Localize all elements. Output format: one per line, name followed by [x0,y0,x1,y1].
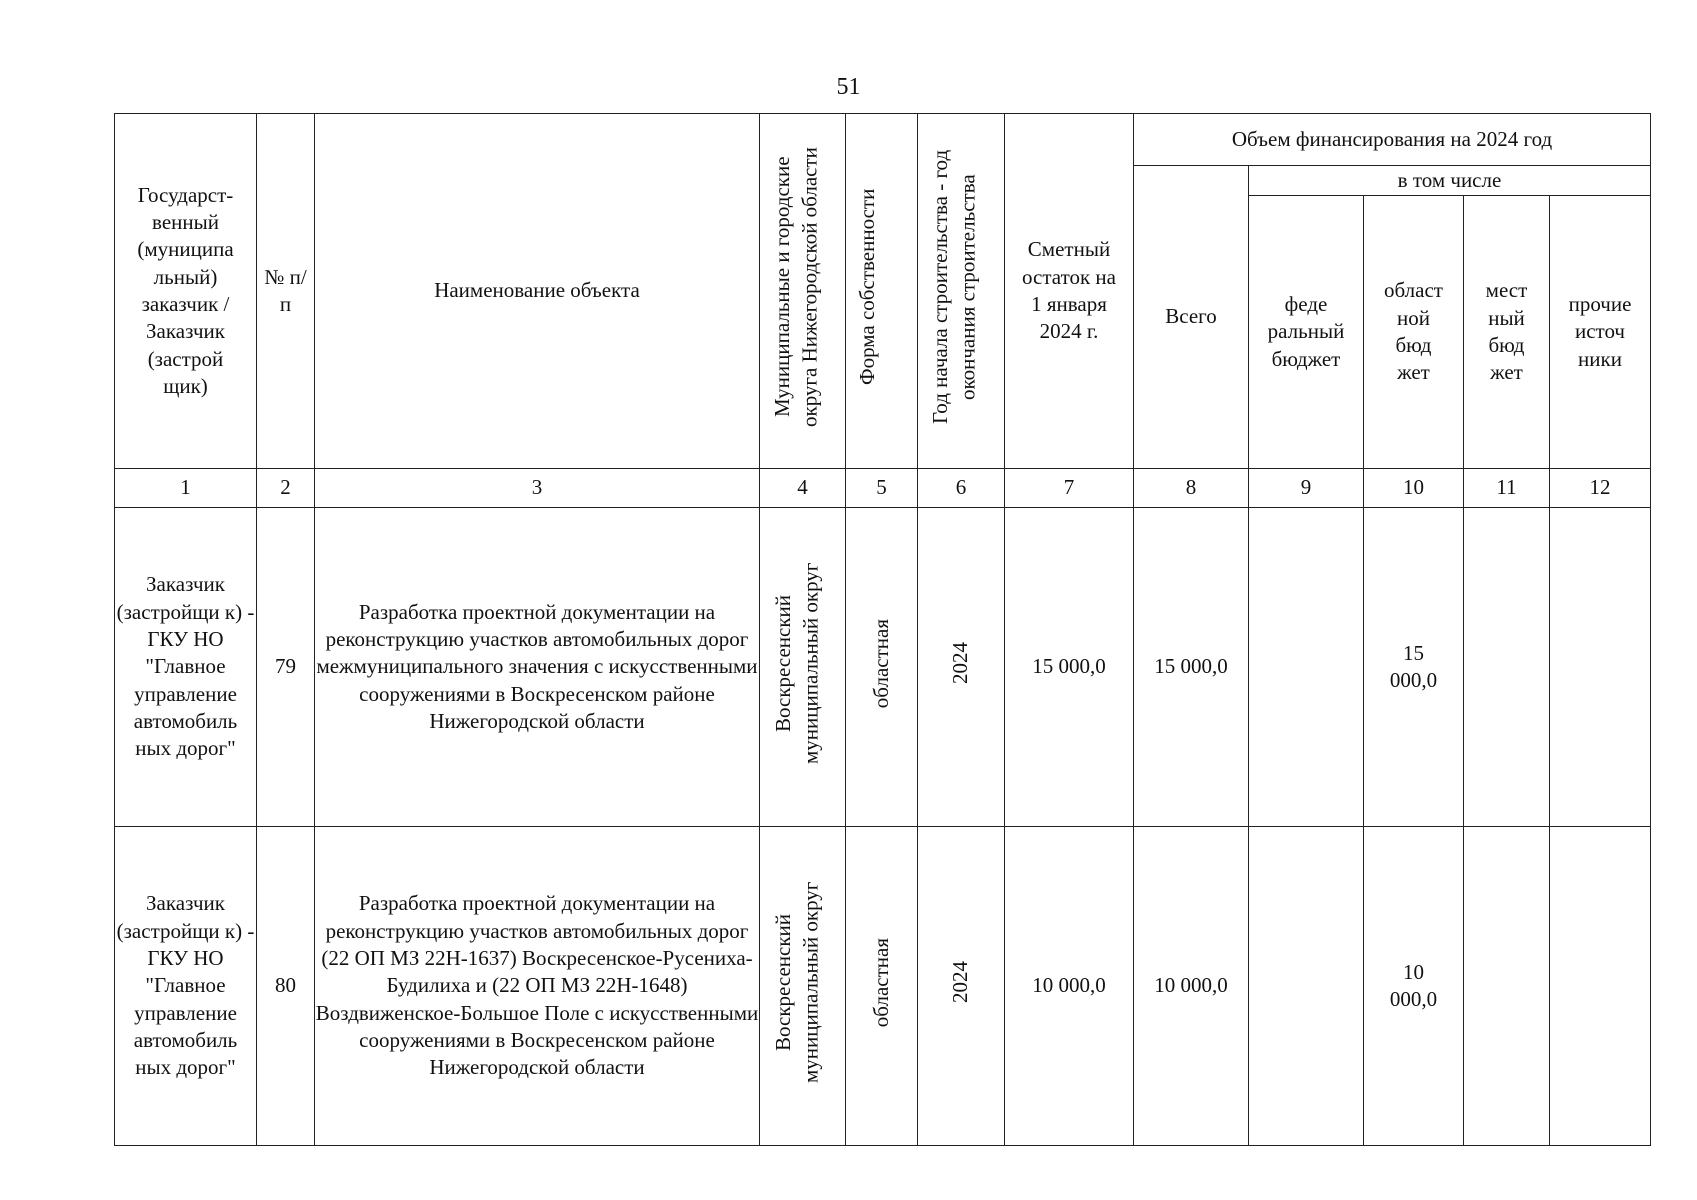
header-district [760,114,846,469]
district-cell [760,508,846,827]
column-number: 4 [760,469,846,508]
regional-cell: 10 000,0 [1364,827,1464,1146]
local-cell [1464,827,1550,1146]
table-row [115,827,1651,1146]
object-name-cell: Разработка проектной документации на реконструкцию участков автомобильных дорог (22 ОП МЗ 22Н-1637) Воскресенское-Русениха-Будилиха и (22 ОП МЗ 22Н-1648) Воздвиженское-Большое Поле с искусственными сооружениями в Воскресенском районе Нижегородской области [315,827,760,1146]
column-numbers-row [115,469,1651,508]
estimate-cell: 15 000,0 [1005,508,1134,827]
header-local: мест ный бюд жет [1464,196,1550,469]
row-number-cell: 79 [257,508,315,827]
other-cell [1550,827,1651,1146]
header-row [115,114,1651,166]
row-number-cell: 80 [257,827,315,1146]
district-label: Воскресенский муниципальный округ [770,881,822,1084]
header-ownership-label: Форма собственности [854,189,879,386]
total-cell: 15 000,0 [1134,508,1249,827]
customer-cell: Заказчик (застройщи к) - ГКУ НО "Главное управление автомобиль ных дорог" [115,508,257,827]
header-other: прочие источ ники [1550,196,1651,469]
header-customer: Государст-венный (муниципа льный) заказчик / Заказчик (застрой щик) [115,114,257,469]
header-total: Всего [1134,166,1249,469]
column-number: 9 [1249,469,1364,508]
column-number: 1 [115,469,257,508]
local-cell [1464,508,1550,827]
years-label: 2024 [948,642,973,685]
column-number: 5 [846,469,918,508]
column-number: 2 [257,469,315,508]
ownership-cell [846,827,918,1146]
ownership-label: областная [868,937,893,1027]
estimate-cell: 10 000,0 [1005,827,1134,1146]
column-number: 8 [1134,469,1249,508]
header-financing-group: Объем финансирования на 2024 год [1134,114,1651,166]
years-label: 2024 [948,961,973,1004]
financing-table [114,113,1651,1146]
total-cell: 10 000,0 [1134,827,1249,1146]
column-number: 7 [1005,469,1134,508]
ownership-label: областная [868,618,893,708]
header-federal: феде ральный бюджет [1249,196,1364,469]
other-cell [1550,508,1651,827]
header-object-name: Наименование объекта [315,114,760,469]
header-number: № п/п [257,114,315,469]
years-cell [918,827,1005,1146]
column-number: 12 [1550,469,1651,508]
federal-cell [1249,508,1364,827]
column-number: 10 [1364,469,1464,508]
header-years-label: Год начала строительства - год окончания строительства [928,150,980,425]
column-number: 6 [918,469,1005,508]
customer-cell: Заказчик (застройщи к) - ГКУ НО "Главное управление автомобиль ных дорог" [115,827,257,1146]
header-years [918,114,1005,469]
table-row [115,508,1651,827]
federal-cell [1249,827,1364,1146]
header-regional: област ной бюд жет [1364,196,1464,469]
regional-cell: 15 000,0 [1364,508,1464,827]
header-estimate: Сметный остаток на 1 января 2024 г. [1005,114,1134,469]
years-cell [918,508,1005,827]
district-label: Воскресенский муниципальный округ [770,562,822,765]
column-number: 11 [1464,469,1550,508]
header-ownership [846,114,918,469]
page-number: 51 [836,74,861,100]
object-name-cell: Разработка проектной документации на реконструкцию участков автомобильных дорог межмуниципального значения с искусственными сооружениями в Воскресенском районе Нижегородской области [315,508,760,827]
column-number: 3 [315,469,760,508]
header-including: в том числе [1249,166,1651,196]
ownership-cell [846,508,918,827]
district-cell [760,827,846,1146]
header-district-label: Муниципальные и городские округа Нижегородской области [769,147,821,428]
